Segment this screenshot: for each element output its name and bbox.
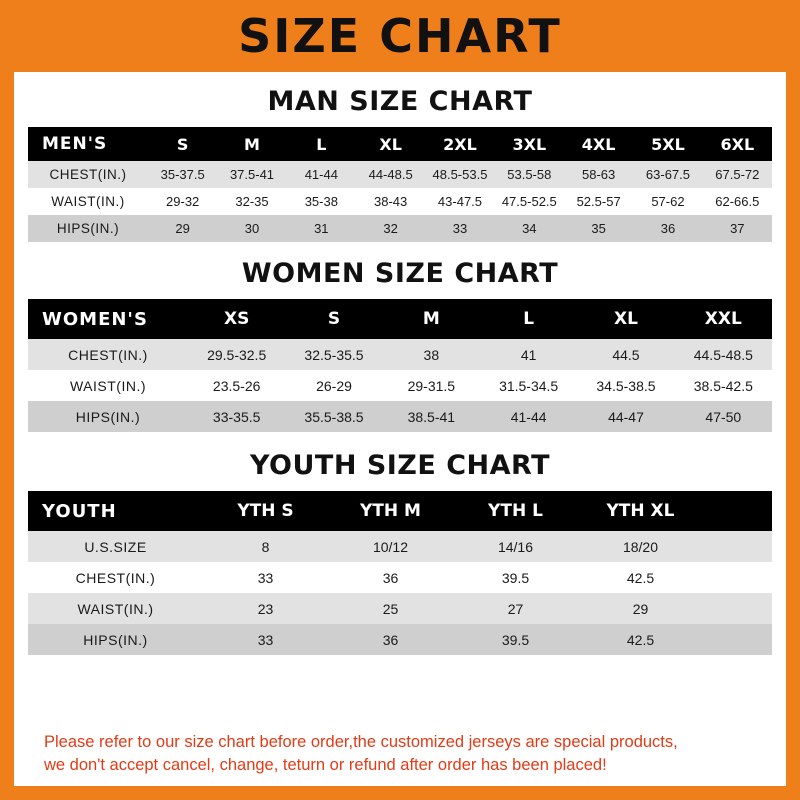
cell: 44.5 bbox=[612, 346, 640, 363]
cell: 47.5-52.5 bbox=[501, 194, 557, 209]
row-label: CHEST(IN.) bbox=[49, 167, 127, 182]
column-header: YTH M bbox=[360, 501, 421, 521]
cell: 33 bbox=[257, 569, 274, 586]
table-header-row bbox=[28, 127, 772, 161]
column-header: XXL bbox=[704, 309, 742, 329]
cell: 37.5-41 bbox=[229, 167, 275, 182]
column-header: WOMEN'S bbox=[42, 308, 148, 330]
footer-bar bbox=[14, 786, 786, 800]
table-row bbox=[28, 215, 772, 242]
cell: 26-29 bbox=[316, 377, 352, 394]
women-size-table bbox=[28, 299, 772, 432]
cell: 47-50 bbox=[705, 408, 742, 425]
content bbox=[14, 72, 786, 786]
cell: 29 bbox=[175, 221, 190, 236]
women-section-title: WOMEN SIZE CHART bbox=[241, 258, 559, 289]
cell: 35 bbox=[591, 221, 606, 236]
column-header: M bbox=[244, 134, 260, 154]
cell: 35.5-38.5 bbox=[304, 408, 364, 425]
row-label: CHEST(IN.) bbox=[75, 569, 156, 586]
cell: 41-44 bbox=[304, 167, 338, 182]
column-header: 5XL bbox=[651, 134, 685, 154]
row-label: WAIST(IN.) bbox=[69, 377, 147, 394]
column-header: YOUTH bbox=[42, 500, 117, 522]
table-row bbox=[28, 188, 772, 215]
man-size-table bbox=[28, 127, 772, 242]
column-header: XL bbox=[614, 309, 638, 329]
cell: 42.5 bbox=[626, 631, 655, 648]
man-section-title: MAN SIZE CHART bbox=[267, 86, 533, 117]
column-header: XL bbox=[379, 134, 402, 154]
table-row bbox=[28, 593, 772, 624]
spacer-cell bbox=[703, 531, 772, 562]
table-row bbox=[28, 531, 772, 562]
cell: 39.5 bbox=[501, 631, 530, 648]
cell: 48.5-53.5 bbox=[432, 167, 488, 182]
table-header-row bbox=[28, 299, 772, 339]
table-row bbox=[28, 370, 772, 401]
notice-line-2: we don't accept cancel, change, teturn or refund after order has been placed! bbox=[44, 755, 607, 774]
cell: 18/20 bbox=[622, 538, 659, 555]
table-header-row bbox=[28, 491, 772, 531]
row-label: WAIST(IN.) bbox=[51, 194, 125, 209]
cell: 33-35.5 bbox=[212, 408, 261, 425]
cell: 29.5-32.5 bbox=[207, 346, 267, 363]
table-row bbox=[28, 562, 772, 593]
table-row bbox=[28, 401, 772, 432]
cell: 36 bbox=[382, 631, 399, 648]
spacer-cell bbox=[703, 624, 772, 655]
spacer-cell bbox=[703, 562, 772, 593]
column-header: S bbox=[327, 309, 341, 329]
column-header: 6XL bbox=[720, 134, 755, 154]
cell: 35-37.5 bbox=[160, 167, 205, 182]
row-label: U.S.SIZE bbox=[84, 538, 147, 555]
cell: 58-63 bbox=[582, 167, 616, 182]
cell: 25 bbox=[382, 600, 399, 617]
cell: 63-67.5 bbox=[645, 167, 690, 182]
column-header: L bbox=[523, 309, 535, 329]
column-header: L bbox=[316, 134, 327, 154]
cell: 33 bbox=[257, 631, 274, 648]
cell: 8 bbox=[261, 538, 270, 555]
cell: 42.5 bbox=[626, 569, 655, 586]
cell: 38-43 bbox=[374, 194, 408, 209]
column-header: YTH S bbox=[237, 501, 294, 521]
cell: 41 bbox=[520, 346, 537, 363]
row-label: HIPS(IN.) bbox=[56, 221, 120, 236]
cell: 35-38 bbox=[304, 194, 338, 209]
cell: 67.5-72 bbox=[715, 167, 760, 182]
cell: 29-31.5 bbox=[407, 377, 456, 394]
youth-section-title: YOUTH SIZE CHART bbox=[249, 450, 551, 481]
row-label: HIPS(IN.) bbox=[75, 408, 141, 425]
cell: 39.5 bbox=[501, 569, 530, 586]
cell: 37 bbox=[730, 221, 745, 236]
notice-line-1: Please refer to our size chart before order,the customized jerseys are special products, bbox=[44, 733, 678, 752]
column-header: S bbox=[176, 134, 189, 154]
cell: 41-44 bbox=[510, 408, 547, 425]
cell: 44.5-48.5 bbox=[693, 346, 753, 363]
cell: 36 bbox=[660, 221, 676, 236]
cell: 57-62 bbox=[651, 194, 685, 209]
cell: 14/16 bbox=[497, 538, 534, 555]
cell: 32 bbox=[383, 221, 398, 236]
youth-size-table bbox=[28, 491, 772, 655]
cell: 32-35 bbox=[235, 194, 269, 209]
column-header: YTH L bbox=[488, 501, 543, 521]
cell: 27 bbox=[507, 600, 524, 617]
cell: 32.5-35.5 bbox=[304, 346, 364, 363]
column-header: MEN'S bbox=[42, 134, 108, 154]
column-header: YTH XL bbox=[606, 501, 675, 521]
cell: 44-47 bbox=[608, 408, 644, 425]
cell: 38 bbox=[423, 346, 440, 363]
cell: 31 bbox=[314, 221, 329, 236]
cell: 29 bbox=[632, 600, 649, 617]
notice-text bbox=[26, 721, 774, 786]
table-row bbox=[28, 624, 772, 655]
table-row bbox=[28, 339, 772, 370]
row-label: WAIST(IN.) bbox=[77, 600, 154, 617]
cell: 38.5-41 bbox=[407, 408, 456, 425]
page-title: SIZE CHART bbox=[238, 9, 562, 63]
cell: 34.5-38.5 bbox=[596, 377, 656, 394]
cell: 31.5-34.5 bbox=[499, 377, 559, 394]
cell: 62-66.5 bbox=[715, 194, 760, 209]
cell: 38.5-42.5 bbox=[693, 377, 753, 394]
spacer-cell bbox=[703, 593, 772, 624]
cell: 29-32 bbox=[166, 194, 200, 209]
spacer-cell bbox=[703, 491, 772, 531]
banner bbox=[14, 0, 786, 72]
cell: 10/12 bbox=[372, 538, 409, 555]
column-header: 3XL bbox=[512, 134, 547, 154]
cell: 52.5-57 bbox=[576, 194, 621, 209]
cell: 23.5-26 bbox=[212, 377, 261, 394]
cell: 43-47.5 bbox=[437, 194, 483, 209]
column-header: XS bbox=[223, 309, 250, 329]
column-header: 2XL bbox=[443, 134, 477, 154]
cell: 33 bbox=[452, 221, 468, 236]
column-header: M bbox=[422, 309, 440, 329]
row-label: HIPS(IN.) bbox=[83, 631, 148, 648]
cell: 53.5-58 bbox=[507, 167, 552, 182]
cell: 30 bbox=[244, 221, 260, 236]
cell: 23 bbox=[257, 600, 274, 617]
cell: 36 bbox=[382, 569, 399, 586]
cell: 34 bbox=[522, 221, 537, 236]
column-header: 4XL bbox=[581, 134, 616, 154]
row-label: CHEST(IN.) bbox=[68, 346, 148, 363]
cell: 44-48.5 bbox=[368, 167, 413, 182]
table-row bbox=[28, 161, 772, 188]
